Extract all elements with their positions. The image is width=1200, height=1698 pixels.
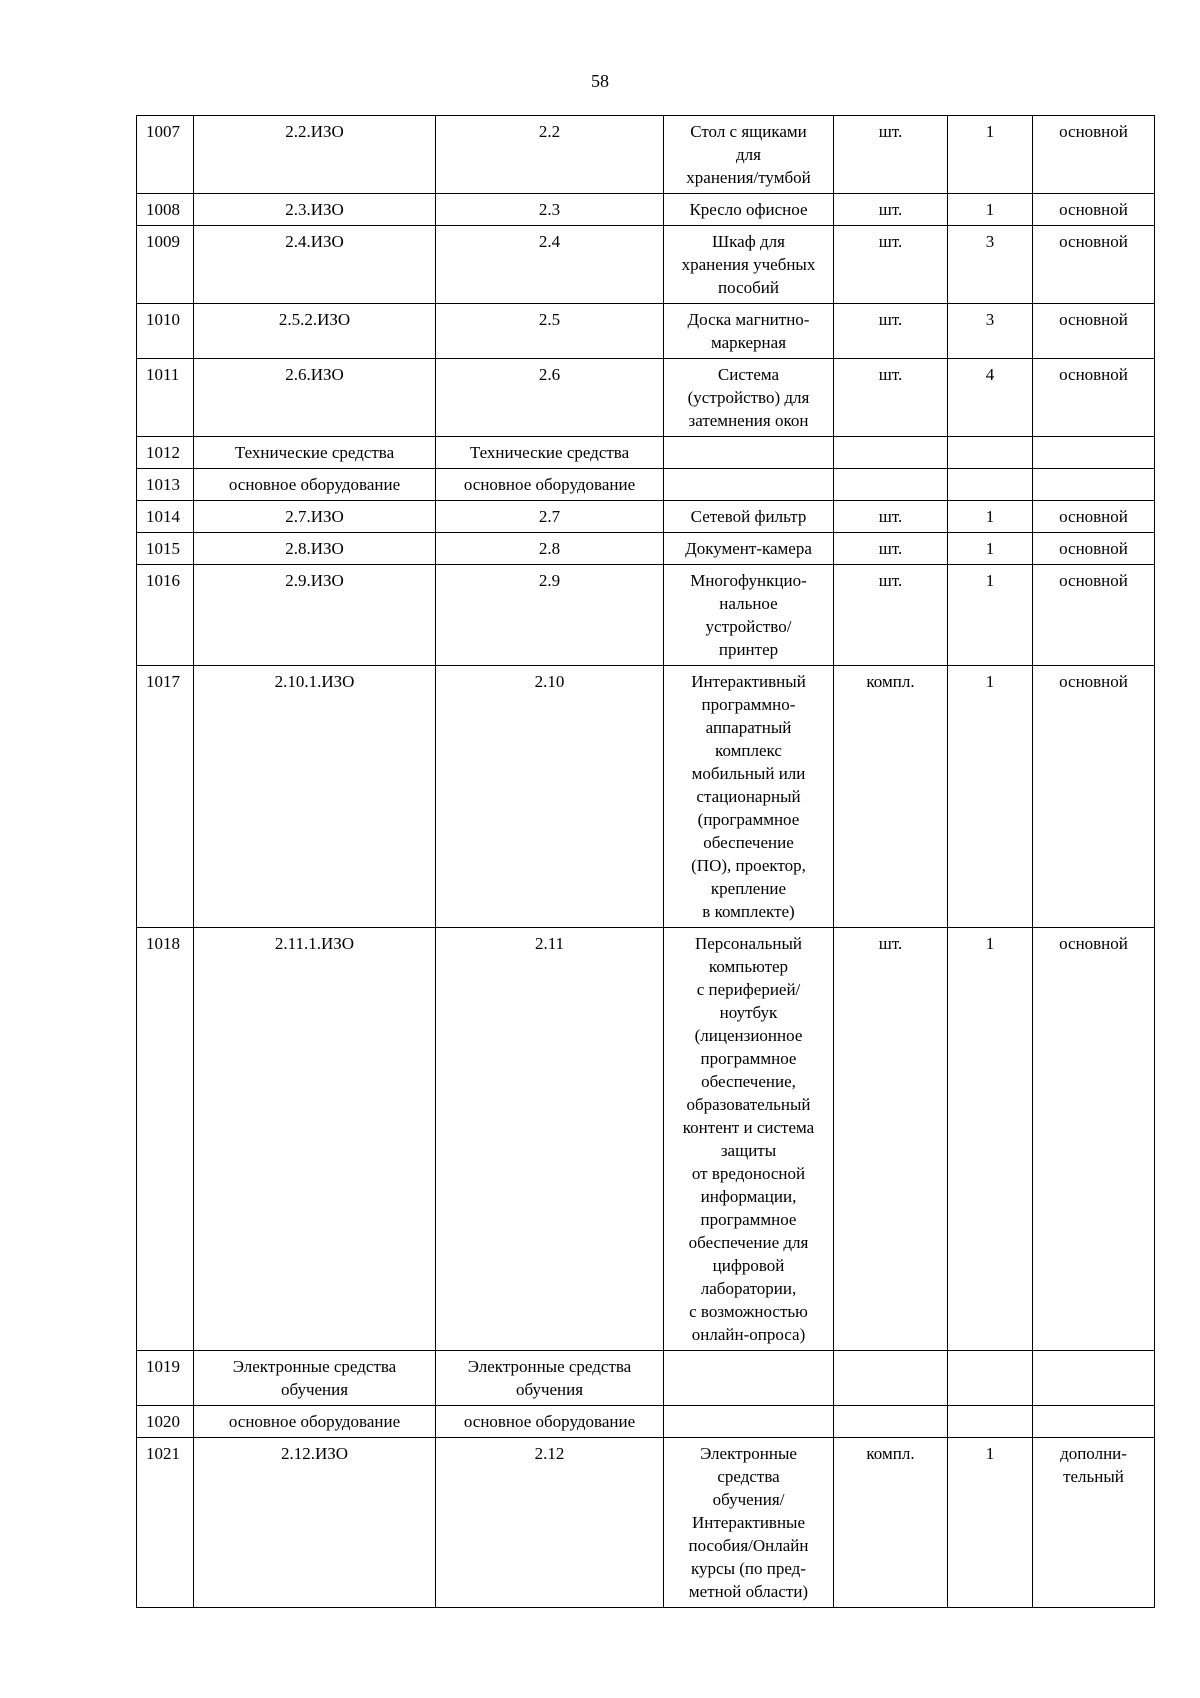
table-row bbox=[137, 533, 1155, 565]
unit-cell bbox=[834, 928, 948, 1351]
unit-cell bbox=[834, 533, 948, 565]
row-number-cell bbox=[137, 116, 194, 194]
equipment-type-cell-text: основной bbox=[1059, 200, 1128, 219]
equipment-type-cell-text: основной bbox=[1059, 365, 1128, 384]
quantity-cell-text: 1 bbox=[985, 507, 995, 526]
unit-cell bbox=[834, 116, 948, 194]
row-number-cell-text: 1019 bbox=[146, 1357, 180, 1376]
row-number-cell-text: 1009 bbox=[146, 232, 180, 251]
quantity-cell-text: 4 bbox=[985, 365, 995, 384]
row-number-cell-text: 1012 bbox=[146, 443, 180, 462]
row-number-cell-text: 1021 bbox=[146, 1444, 180, 1463]
section-cell-text: основное оборудование bbox=[463, 1412, 636, 1431]
table-row bbox=[137, 1406, 1155, 1438]
equipment-type-cell-text: основной bbox=[1059, 672, 1128, 691]
unit-cell bbox=[834, 1438, 948, 1608]
section-cell-text: 2.10 bbox=[534, 672, 565, 691]
section-cell-text: 2.3 bbox=[538, 200, 561, 219]
table-row bbox=[137, 359, 1155, 437]
row-number-cell-text: 1013 bbox=[146, 475, 180, 494]
quantity-cell bbox=[948, 226, 1033, 304]
unit-cell-text: шт. bbox=[878, 200, 903, 219]
equipment-type-cell bbox=[1033, 359, 1155, 437]
table-row bbox=[137, 666, 1155, 928]
quantity-cell-text: 1 bbox=[985, 934, 995, 953]
unit-cell-text: шт. bbox=[878, 310, 903, 329]
row-number-cell bbox=[137, 1406, 194, 1438]
equipment-type-cell bbox=[1033, 1406, 1155, 1438]
unit-cell-text: шт. bbox=[878, 365, 903, 384]
equipment-type-cell-text: основной bbox=[1059, 310, 1128, 329]
section-cell bbox=[436, 359, 664, 437]
item-code-cell bbox=[194, 1438, 436, 1608]
item-name-cell-text: Сетевой фильтр bbox=[690, 507, 807, 526]
unit-cell bbox=[834, 226, 948, 304]
quantity-cell bbox=[948, 359, 1033, 437]
row-number-cell bbox=[137, 304, 194, 359]
quantity-cell bbox=[948, 1351, 1033, 1406]
section-cell bbox=[436, 304, 664, 359]
table-row bbox=[137, 928, 1155, 1351]
item-code-cell-text: 2.2.ИЗО bbox=[285, 122, 344, 141]
section-cell bbox=[436, 469, 664, 501]
item-name-cell bbox=[664, 1351, 834, 1406]
section-cell-text: 2.2 bbox=[538, 122, 561, 141]
row-number-cell bbox=[137, 1351, 194, 1406]
item-code-cell-text: основное оборудование bbox=[228, 1412, 401, 1431]
section-cell bbox=[436, 533, 664, 565]
unit-cell-text: шт. bbox=[878, 507, 903, 526]
item-name-cell bbox=[664, 304, 834, 359]
quantity-cell-text: 1 bbox=[985, 200, 995, 219]
quantity-cell bbox=[948, 666, 1033, 928]
quantity-cell bbox=[948, 1438, 1033, 1608]
equipment-type-cell bbox=[1033, 469, 1155, 501]
table-row bbox=[137, 469, 1155, 501]
equipment-type-cell-text: основной bbox=[1059, 571, 1128, 590]
row-number-cell bbox=[137, 469, 194, 501]
quantity-cell bbox=[948, 565, 1033, 666]
equipment-type-cell bbox=[1033, 565, 1155, 666]
quantity-cell-text: 1 bbox=[985, 571, 995, 590]
item-code-cell-text: 2.7.ИЗО bbox=[285, 507, 344, 526]
row-number-cell bbox=[137, 565, 194, 666]
equipment-table-body bbox=[137, 116, 1155, 1608]
quantity-cell bbox=[948, 1406, 1033, 1438]
unit-cell bbox=[834, 469, 948, 501]
section-cell-text: 2.7 bbox=[538, 507, 561, 526]
item-name-cell bbox=[664, 1438, 834, 1608]
item-name-cell-text: Шкаф для хранения учебных пособий bbox=[681, 232, 816, 297]
quantity-cell-text: 1 bbox=[985, 672, 995, 691]
equipment-type-cell bbox=[1033, 666, 1155, 928]
equipment-type-cell bbox=[1033, 304, 1155, 359]
item-name-cell-text: Персональный компьютер с периферией/ ноутбук (лицензионное программное обеспечение, образовательный контент и система защиты от вредоносной информации, программное обеспечение для цифровой лаборатории, с возможностью онлайн-опроса) bbox=[682, 934, 815, 1344]
item-code-cell bbox=[194, 437, 436, 469]
section-cell-text: 2.6 bbox=[538, 365, 561, 384]
item-name-cell bbox=[664, 1406, 834, 1438]
table-row bbox=[137, 437, 1155, 469]
row-number-cell bbox=[137, 359, 194, 437]
section-cell-text: основное оборудование bbox=[463, 475, 636, 494]
section-cell-text: Электронные средства обучения bbox=[467, 1357, 632, 1399]
quantity-cell bbox=[948, 437, 1033, 469]
row-number-cell-text: 1014 bbox=[146, 507, 180, 526]
item-name-cell bbox=[664, 359, 834, 437]
item-code-cell-text: 2.3.ИЗО bbox=[285, 200, 344, 219]
equipment-type-cell bbox=[1033, 533, 1155, 565]
item-name-cell-text: Система (устройство) для затемнения окон bbox=[687, 365, 810, 430]
item-name-cell bbox=[664, 533, 834, 565]
equipment-type-cell-text: основной bbox=[1059, 934, 1128, 953]
table-row bbox=[137, 1438, 1155, 1608]
item-code-cell-text: 2.12.ИЗО bbox=[280, 1444, 349, 1463]
row-number-cell-text: 1010 bbox=[146, 310, 180, 329]
item-name-cell-text: Кресло офисное bbox=[689, 200, 808, 219]
item-name-cell bbox=[664, 501, 834, 533]
equipment-type-cell-text: дополни- тельный bbox=[1060, 1444, 1127, 1486]
unit-cell bbox=[834, 194, 948, 226]
page-number: 58 bbox=[591, 71, 609, 91]
unit-cell bbox=[834, 437, 948, 469]
table-row bbox=[137, 226, 1155, 304]
equipment-type-cell-text: основной bbox=[1059, 507, 1128, 526]
unit-cell bbox=[834, 1351, 948, 1406]
item-name-cell-text: Интерактивный программно- аппаратный комплекс мобильный или стационарный (программное обеспечение (ПО), проектор, крепление в комплекте) bbox=[691, 672, 806, 921]
item-code-cell bbox=[194, 533, 436, 565]
row-number-cell bbox=[137, 194, 194, 226]
item-code-cell bbox=[194, 1351, 436, 1406]
section-cell bbox=[436, 1406, 664, 1438]
quantity-cell-text: 1 bbox=[985, 122, 995, 141]
unit-cell-text: компл. bbox=[866, 1444, 915, 1463]
item-code-cell-text: Электронные средства обучения bbox=[232, 1357, 397, 1399]
item-name-cell-text: Многофункцио- нальное устройство/ принтер bbox=[690, 571, 807, 659]
quantity-cell bbox=[948, 116, 1033, 194]
unit-cell bbox=[834, 565, 948, 666]
unit-cell-text: шт. bbox=[878, 232, 903, 251]
row-number-cell-text: 1008 bbox=[146, 200, 180, 219]
section-cell-text: 2.4 bbox=[538, 232, 561, 251]
item-code-cell bbox=[194, 666, 436, 928]
equipment-type-cell bbox=[1033, 1351, 1155, 1406]
item-name-cell bbox=[664, 469, 834, 501]
equipment-type-cell-text: основной bbox=[1059, 232, 1128, 251]
item-name-cell bbox=[664, 437, 834, 469]
item-code-cell bbox=[194, 565, 436, 666]
unit-cell bbox=[834, 304, 948, 359]
equipment-type-cell bbox=[1033, 501, 1155, 533]
row-number-cell-text: 1016 bbox=[146, 571, 180, 590]
row-number-cell bbox=[137, 501, 194, 533]
section-cell bbox=[436, 1438, 664, 1608]
equipment-type-cell bbox=[1033, 928, 1155, 1351]
row-number-cell bbox=[137, 226, 194, 304]
table-row bbox=[137, 1351, 1155, 1406]
item-name-cell bbox=[664, 194, 834, 226]
unit-cell-text: шт. bbox=[878, 539, 903, 558]
item-name-cell bbox=[664, 928, 834, 1351]
quantity-cell-text: 3 bbox=[985, 310, 995, 329]
item-code-cell bbox=[194, 226, 436, 304]
item-name-cell bbox=[664, 116, 834, 194]
section-cell-text: 2.8 bbox=[538, 539, 561, 558]
table-row bbox=[137, 304, 1155, 359]
item-name-cell-text: Стол с ящиками для хранения/тумбой bbox=[686, 122, 811, 187]
table-row bbox=[137, 116, 1155, 194]
item-code-cell bbox=[194, 1406, 436, 1438]
quantity-cell-text: 3 bbox=[985, 232, 995, 251]
item-code-cell-text: основное оборудование bbox=[228, 475, 401, 494]
section-cell bbox=[436, 437, 664, 469]
section-cell bbox=[436, 501, 664, 533]
item-code-cell-text: 2.11.1.ИЗО bbox=[274, 934, 355, 953]
equipment-type-cell-text: основной bbox=[1059, 122, 1128, 141]
unit-cell bbox=[834, 359, 948, 437]
quantity-cell bbox=[948, 928, 1033, 1351]
row-number-cell bbox=[137, 1438, 194, 1608]
equipment-type-cell bbox=[1033, 194, 1155, 226]
section-cell-text: 2.5 bbox=[538, 310, 561, 329]
unit-cell bbox=[834, 666, 948, 928]
row-number-cell-text: 1020 bbox=[146, 1412, 180, 1431]
section-cell-text: 2.9 bbox=[538, 571, 561, 590]
row-number-cell-text: 1015 bbox=[146, 539, 180, 558]
equipment-type-cell bbox=[1033, 1438, 1155, 1608]
section-cell bbox=[436, 194, 664, 226]
equipment-type-cell bbox=[1033, 437, 1155, 469]
equipment-type-cell bbox=[1033, 116, 1155, 194]
unit-cell bbox=[834, 501, 948, 533]
table-row bbox=[137, 501, 1155, 533]
row-number-cell-text: 1018 bbox=[146, 934, 180, 953]
item-code-cell-text: 2.5.2.ИЗО bbox=[278, 310, 351, 329]
item-code-cell-text: 2.6.ИЗО bbox=[285, 365, 344, 384]
row-number-cell-text: 1011 bbox=[146, 365, 180, 384]
unit-cell-text: шт. bbox=[878, 934, 903, 953]
equipment-type-cell-text: основной bbox=[1059, 539, 1128, 558]
unit-cell-text: шт. bbox=[878, 571, 903, 590]
quantity-cell-text: 1 bbox=[985, 539, 995, 558]
item-name-cell-text: Документ-камера bbox=[685, 539, 812, 558]
section-cell bbox=[436, 928, 664, 1351]
row-number-cell-text: 1007 bbox=[146, 122, 180, 141]
item-name-cell bbox=[664, 565, 834, 666]
item-code-cell-text: 2.8.ИЗО bbox=[285, 539, 344, 558]
item-code-cell-text: 2.4.ИЗО bbox=[285, 232, 344, 251]
section-cell-text: 2.12 bbox=[534, 1444, 565, 1463]
unit-cell-text: компл. bbox=[866, 672, 915, 691]
item-code-cell bbox=[194, 501, 436, 533]
item-code-cell bbox=[194, 194, 436, 226]
unit-cell-text: шт. bbox=[878, 122, 903, 141]
row-number-cell bbox=[137, 437, 194, 469]
row-number-cell bbox=[137, 533, 194, 565]
item-code-cell-text: 2.9.ИЗО bbox=[285, 571, 344, 590]
row-number-cell bbox=[137, 928, 194, 1351]
item-name-cell bbox=[664, 666, 834, 928]
section-cell-text: 2.11 bbox=[534, 934, 565, 953]
item-code-cell bbox=[194, 116, 436, 194]
section-cell bbox=[436, 666, 664, 928]
unit-cell bbox=[834, 1406, 948, 1438]
quantity-cell-text: 1 bbox=[985, 1444, 995, 1463]
item-code-cell bbox=[194, 359, 436, 437]
equipment-type-cell bbox=[1033, 226, 1155, 304]
item-name-cell-text: Электронные средства обучения/ Интерактивные пособия/Онлайн курсы (по пред- метной области) bbox=[688, 1444, 809, 1601]
section-cell bbox=[436, 1351, 664, 1406]
item-code-cell bbox=[194, 928, 436, 1351]
equipment-table bbox=[136, 115, 1155, 1608]
quantity-cell bbox=[948, 304, 1033, 359]
item-code-cell-text: Технические средства bbox=[234, 443, 395, 462]
row-number-cell-text: 1017 bbox=[146, 672, 180, 691]
item-code-cell bbox=[194, 469, 436, 501]
row-number-cell bbox=[137, 666, 194, 928]
quantity-cell bbox=[948, 194, 1033, 226]
item-name-cell bbox=[664, 226, 834, 304]
quantity-cell bbox=[948, 533, 1033, 565]
item-name-cell-text: Доска магнитно- маркерная bbox=[687, 310, 810, 352]
section-cell bbox=[436, 565, 664, 666]
section-cell bbox=[436, 116, 664, 194]
quantity-cell bbox=[948, 501, 1033, 533]
item-code-cell-text: 2.10.1.ИЗО bbox=[274, 672, 355, 691]
section-cell bbox=[436, 226, 664, 304]
item-code-cell bbox=[194, 304, 436, 359]
table-row bbox=[137, 565, 1155, 666]
table-row bbox=[137, 194, 1155, 226]
quantity-cell bbox=[948, 469, 1033, 501]
section-cell-text: Технические средства bbox=[469, 443, 630, 462]
